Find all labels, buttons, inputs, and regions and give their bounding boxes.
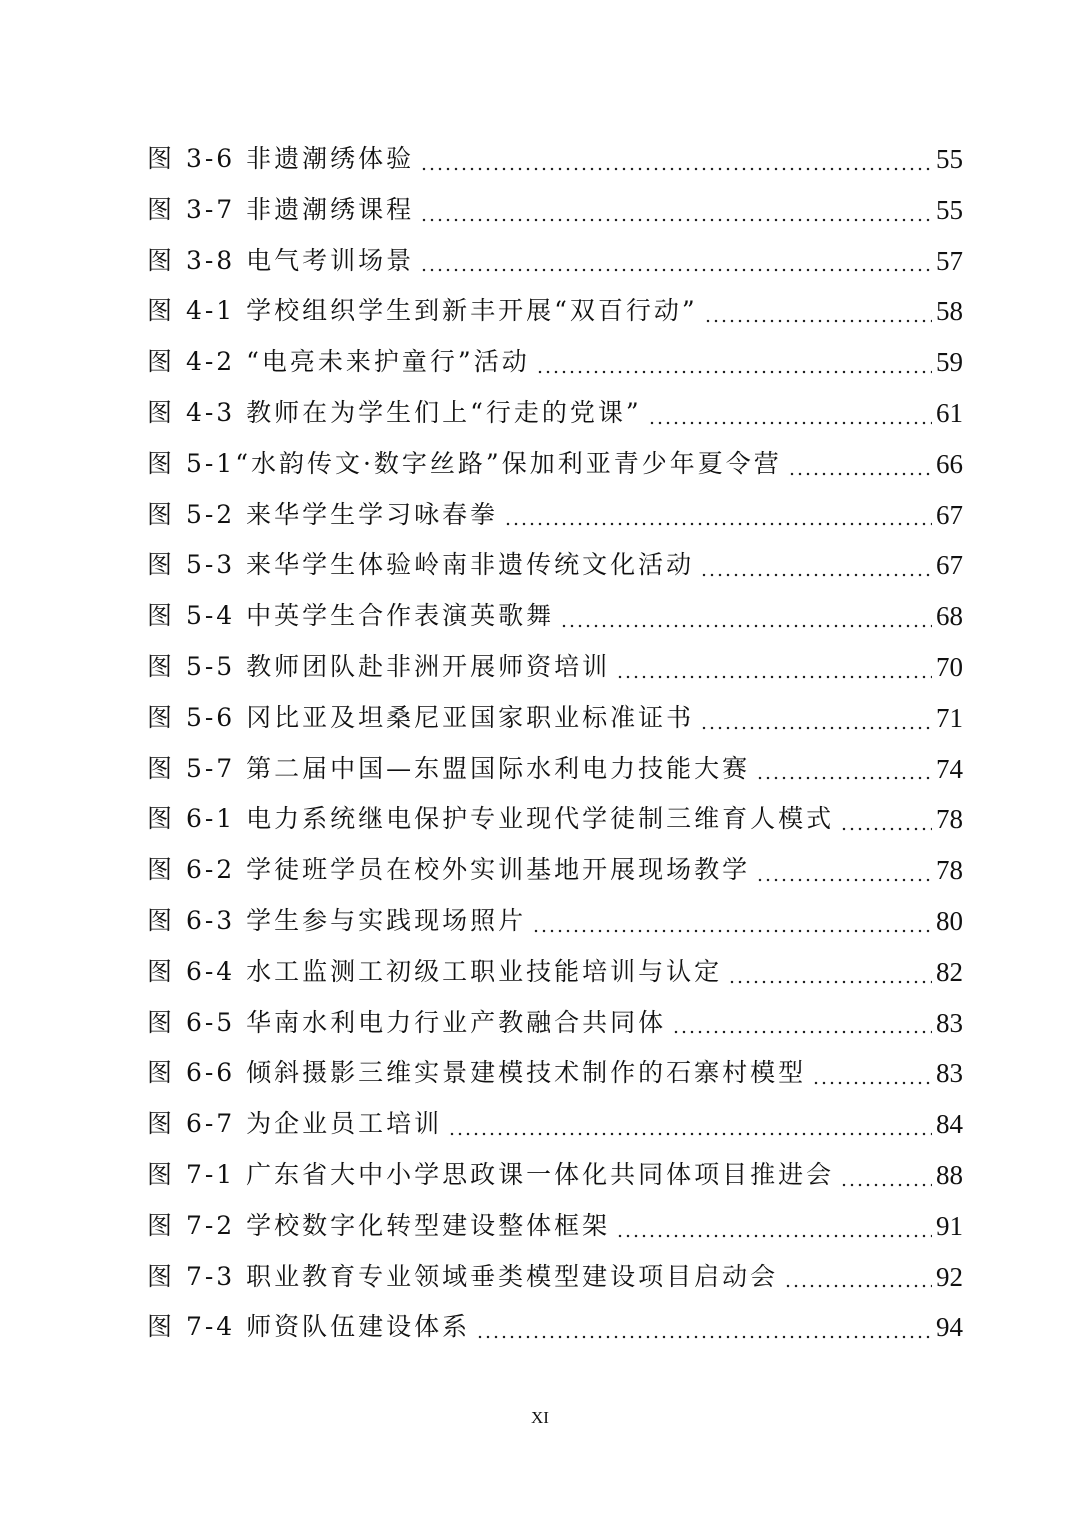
toc-entry[interactable]	[147, 591, 963, 642]
dot-leader	[504, 522, 932, 526]
toc-entry[interactable]	[147, 439, 963, 490]
dot-leader	[756, 776, 932, 780]
toc-entry-label: 图 6-4 水工监测工初级工职业技能培训与认定	[147, 956, 723, 986]
toc-entry-page: 78	[936, 804, 963, 835]
toc-entry[interactable]	[147, 236, 963, 287]
dot-leader	[672, 1030, 932, 1034]
dot-leader	[420, 218, 932, 222]
toc-entry[interactable]	[147, 998, 963, 1049]
toc-entry[interactable]	[147, 896, 963, 947]
toc-entry-label: 图 5-5 教师团队赴非洲开展师资培训	[147, 651, 611, 681]
toc-entry-label: 图 5-6 冈比亚及坦桑尼亚国家职业标准证书	[147, 702, 695, 732]
toc-entry[interactable]	[147, 794, 963, 845]
dot-leader	[812, 1081, 932, 1085]
toc-entry[interactable]	[147, 540, 963, 591]
dot-leader	[532, 929, 932, 933]
toc-entry-label: 图 5-4 中英学生合作表演英歌舞	[147, 601, 555, 631]
toc-entry[interactable]	[147, 947, 963, 998]
toc-entry-label: 图 7-1 广东省大中小学思政课一体化共同体项目推进会	[147, 1159, 835, 1189]
toc-entry[interactable]	[147, 1201, 963, 1252]
toc-entry[interactable]	[147, 286, 963, 337]
dot-leader	[648, 421, 932, 425]
toc-entry-page: 80	[936, 905, 963, 936]
toc-entry-page: 59	[936, 347, 963, 378]
toc-entry-label: 图 7-2 学校数字化转型建设整体框架	[147, 1210, 611, 1240]
toc-entry-page: 55	[936, 144, 963, 174]
toc-entry-label: 图 3-7 非遗潮绣课程	[147, 194, 415, 224]
toc-entry-label: 图 4-1 学校组织学生到新丰开展“双百行动”	[147, 296, 698, 326]
toc-entry-label: 图 4-3 教师在为学生们上“行走的党课”	[147, 397, 642, 427]
toc-entry-page: 91	[936, 1210, 963, 1241]
dot-leader	[784, 1284, 932, 1288]
toc-entry-page: 68	[936, 601, 963, 632]
toc-entry[interactable]	[147, 337, 963, 388]
toc-entry[interactable]	[147, 744, 963, 795]
toc-entry[interactable]	[147, 388, 963, 439]
dot-leader	[616, 1234, 932, 1238]
toc-entry-label: 图 6-3 学生参与实践现场照片	[147, 905, 527, 935]
toc-entry-label: 图 3-6 非遗潮绣体验	[147, 144, 415, 173]
dot-leader	[704, 319, 932, 323]
toc-entry-page: 84	[936, 1109, 963, 1140]
toc-entry[interactable]	[147, 693, 963, 744]
dot-leader	[476, 1335, 932, 1339]
figure-list	[147, 134, 963, 1353]
dot-leader	[448, 1132, 932, 1136]
toc-entry-label: 图 7-4 师资队伍建设体系	[147, 1312, 471, 1342]
toc-entry-label: 图 7-3 职业教育专业领域垂类模型建设项目启动会	[147, 1261, 779, 1291]
toc-entry-page: 61	[936, 397, 963, 428]
page-number: XI	[531, 1408, 549, 1427]
toc-entry-page: 71	[936, 702, 963, 733]
toc-entry-page: 70	[936, 651, 963, 682]
toc-entry-label: 图 6-2 学徒班学员在校外实训基地开展现场教学	[147, 855, 751, 885]
toc-entry[interactable]	[147, 642, 963, 693]
toc-entry[interactable]	[147, 845, 963, 896]
toc-entry-label: 图 5-3 来华学生体验岭南非遗传统文化活动	[147, 550, 695, 580]
toc-entry-page: 94	[936, 1312, 963, 1343]
toc-entry-label: 图 6-5 华南水利电力行业产教融合共同体	[147, 1007, 667, 1037]
toc-entry[interactable]	[147, 1150, 963, 1201]
toc-entry-page: 78	[936, 855, 963, 886]
toc-entry[interactable]	[147, 1048, 963, 1099]
toc-entry[interactable]	[147, 490, 963, 541]
toc-entry-page: 58	[936, 296, 963, 327]
dot-leader	[536, 370, 932, 374]
toc-entry-label: 图 4-2 “电亮未来护童行”活动	[147, 347, 530, 377]
toc-entry-label: 图 6-1 电力系统继电保护专业现代学徒制三维育人模式	[147, 804, 835, 834]
toc-entry-page: 55	[936, 194, 963, 225]
toc-entry-page: 66	[936, 448, 963, 479]
toc-entry-page: 82	[936, 956, 963, 987]
dot-leader	[728, 980, 932, 984]
dot-leader	[420, 268, 932, 272]
toc-entry-label: 图 6-7 为企业员工培训	[147, 1109, 443, 1139]
toc-entry-page: 88	[936, 1159, 963, 1190]
toc-entry-label: 图 3-8 电气考训场景	[147, 245, 415, 275]
toc-entry-label: 图 5-7 第二届中国—东盟国际水利电力技能大赛	[147, 753, 751, 783]
toc-entry[interactable]	[147, 134, 963, 185]
dot-leader	[788, 472, 932, 476]
dot-leader	[700, 726, 932, 730]
toc-entry-page: 83	[936, 1007, 963, 1038]
toc-entry-label: 图 5-1“水韵传文·数字丝路”保加利亚青少年夏令营	[147, 448, 782, 478]
dot-leader	[700, 573, 932, 577]
dot-leader	[560, 624, 932, 628]
toc-entry-page: 57	[936, 245, 963, 276]
toc-entry-page: 92	[936, 1261, 963, 1292]
toc-entry-label: 图 5-2 来华学生学习咏春拳	[147, 499, 499, 529]
dot-leader	[756, 878, 932, 882]
toc-entry[interactable]	[147, 1252, 963, 1303]
toc-entry-label: 图 6-6 倾斜摄影三维实景建模技术制作的石寨村模型	[147, 1058, 807, 1088]
toc-entry-page: 83	[936, 1058, 963, 1089]
dot-leader	[616, 675, 932, 679]
toc-entry-page: 67	[936, 550, 963, 581]
dot-leader	[420, 167, 932, 171]
dot-leader	[840, 827, 932, 831]
toc-entry[interactable]	[147, 185, 963, 236]
dot-leader	[840, 1183, 932, 1187]
toc-entry[interactable]	[147, 1302, 963, 1353]
toc-entry-page: 74	[936, 753, 963, 784]
toc-entry-page: 67	[936, 499, 963, 530]
toc-entry[interactable]	[147, 1099, 963, 1150]
